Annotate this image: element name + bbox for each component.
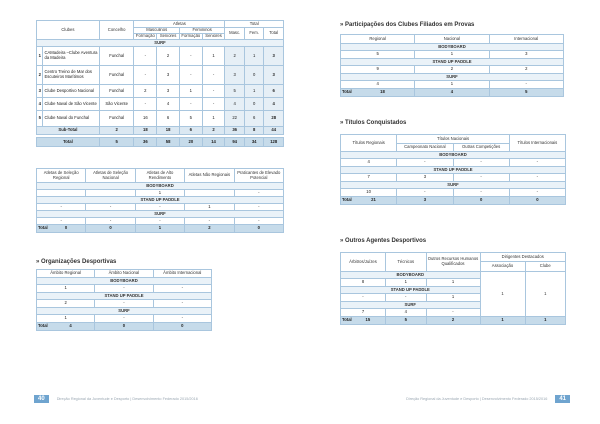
header-dirigentes: Dirigentes Destacados xyxy=(480,253,566,262)
concelho: Funchal xyxy=(99,111,134,127)
header-ambito-nacional: Âmbito Nacional xyxy=(95,270,153,278)
table-row xyxy=(341,174,566,182)
total-row xyxy=(37,138,284,147)
club-name: CAMadeira –Clube Aventura da Madeira xyxy=(43,47,99,66)
cell: 6 xyxy=(264,85,284,98)
cell: 1 xyxy=(185,204,234,211)
total-label: Total xyxy=(342,197,352,203)
table-row xyxy=(341,51,564,59)
header-internacional: Internacional xyxy=(489,35,564,44)
cell: - xyxy=(86,204,135,211)
total-row xyxy=(37,323,212,331)
cell: 3 xyxy=(264,47,284,66)
table-row xyxy=(37,315,212,323)
cell: - xyxy=(453,189,509,197)
cell: 4 xyxy=(386,309,427,317)
header-associacao: Associação xyxy=(480,262,525,272)
section-surf: SURF xyxy=(37,308,212,315)
cell: 3 xyxy=(397,197,453,205)
cell: - xyxy=(134,66,157,85)
cell: - xyxy=(153,315,211,323)
cell: 3 xyxy=(157,66,180,85)
titles-section-title: » Títulos Conquistados xyxy=(340,120,407,126)
cell: - xyxy=(37,218,86,225)
cell: 2 xyxy=(489,66,564,74)
cell: 5 xyxy=(225,85,244,98)
cell: 6 xyxy=(179,127,202,135)
cell: 4 xyxy=(415,89,489,97)
cell: - xyxy=(489,81,564,89)
header-masculinos: Masculinos xyxy=(134,28,179,34)
cell: - xyxy=(453,174,509,182)
cell: - xyxy=(135,218,184,225)
row-number: 3 xyxy=(37,85,43,98)
dirigentes-associacao: 1 xyxy=(480,272,525,317)
cell xyxy=(341,89,415,97)
cell: 0 xyxy=(86,225,135,233)
cell: 7 xyxy=(341,174,397,182)
header-titulos-nacionais: Títulos Nacionais xyxy=(397,135,510,144)
total-row xyxy=(37,225,284,233)
concelho: Funchal xyxy=(99,47,134,66)
header-elevado-potencial: Praticantes de Elevado Potencial xyxy=(234,169,283,183)
total-label: Total xyxy=(38,323,48,329)
cell: 4 xyxy=(225,98,244,111)
cell: 2 xyxy=(37,300,95,308)
cell: 0 xyxy=(509,197,565,205)
cell: 5 xyxy=(99,138,134,147)
cell: - xyxy=(234,218,283,225)
cell: - xyxy=(153,300,211,308)
cell: 4 xyxy=(341,81,415,89)
section-bodyboard: BODYBOARD xyxy=(341,272,481,279)
cell: 0 xyxy=(153,323,211,331)
cell: 0 xyxy=(234,225,283,233)
table-row xyxy=(341,66,564,74)
cell xyxy=(341,317,386,325)
cell: 0 xyxy=(244,66,263,85)
cell: - xyxy=(86,218,135,225)
cell: 4 xyxy=(341,159,397,167)
cell: - xyxy=(179,47,202,66)
cell: 1 xyxy=(244,47,263,66)
total-row xyxy=(341,317,566,325)
cell: 4 xyxy=(69,323,72,329)
header-campeonato-nacional: Campeonato Nacional xyxy=(397,144,453,152)
cell xyxy=(37,225,86,233)
cell: - xyxy=(185,218,234,225)
header-outros-recursos: Outros Recursos Humanos Qualificados xyxy=(426,253,480,272)
cell: 2 xyxy=(185,225,234,233)
cell: - xyxy=(341,294,386,302)
cell xyxy=(341,197,397,205)
concelho: Funchal xyxy=(99,66,134,85)
header-arbitros: Árbitros/Juízes xyxy=(341,253,386,272)
footer-text: Direção Regional da Juventude e Desporto | Desenvolvimento Federado 2015/2016 xyxy=(56,397,198,401)
cell: - xyxy=(234,204,283,211)
cell: 28 xyxy=(264,111,284,127)
cell: 15 xyxy=(365,317,371,323)
header-concelho: Concelho xyxy=(99,21,134,40)
header-seniores-f: Seniores xyxy=(202,34,225,40)
cell: 5 xyxy=(341,51,415,59)
cell: - xyxy=(135,204,184,211)
cell: 10 xyxy=(341,189,397,197)
cell: - xyxy=(179,66,202,85)
cell: 94 xyxy=(225,138,244,147)
cell: - xyxy=(153,285,211,293)
cell: - xyxy=(397,159,453,167)
total-label: Total xyxy=(342,317,352,323)
cell xyxy=(37,190,86,197)
table-row xyxy=(37,300,212,308)
cell: 0 xyxy=(453,197,509,205)
total-label: Total xyxy=(38,225,48,231)
organizations-table xyxy=(36,269,212,331)
section-bodyboard: BODYBOARD xyxy=(341,152,566,159)
cell: 9 xyxy=(341,66,415,74)
cell: 36 xyxy=(225,127,244,135)
cell: - xyxy=(134,98,157,111)
cell: 1 xyxy=(480,317,525,325)
cell: - xyxy=(179,98,202,111)
cell: - xyxy=(509,174,565,182)
header-ambito-regional: Âmbito Regional xyxy=(37,270,95,278)
header-nao-regionais: Atletas Não Regionais xyxy=(185,169,234,183)
table-row xyxy=(37,66,284,85)
agents-table xyxy=(340,252,566,325)
cell: 6 xyxy=(244,111,263,127)
cell xyxy=(185,190,234,197)
cell: - xyxy=(202,85,225,98)
row-number: 5 xyxy=(37,111,43,127)
cell: 2 xyxy=(157,47,180,66)
total-row xyxy=(341,197,566,205)
table-row xyxy=(37,98,284,111)
cell: 128 xyxy=(264,138,284,147)
cell: 0 xyxy=(64,225,68,231)
header-alto-rendimento: Atletas de Alto Rendimento xyxy=(135,169,184,183)
cell: 14 xyxy=(202,138,225,147)
cell: 1 xyxy=(426,279,480,287)
header-tecnicos: Técnicos xyxy=(386,253,427,272)
cell: - xyxy=(202,66,225,85)
page-number: 40 xyxy=(34,395,49,403)
header-clube: Clube xyxy=(525,262,566,272)
cell: 3 xyxy=(264,66,284,85)
cell: 44 xyxy=(264,127,284,135)
club-name: Clube Naval de São Vicente xyxy=(43,98,99,111)
total-label: Total xyxy=(342,89,352,95)
cell: 5 xyxy=(386,317,427,325)
cell: 2 xyxy=(99,127,134,135)
agents-section-title: » Outros Agentes Desportivos xyxy=(340,238,427,244)
section-surf: SURF xyxy=(341,182,566,189)
section-bodyboard: BODYBOARD xyxy=(37,278,212,285)
row-number: 4 xyxy=(37,98,43,111)
cell: 2 xyxy=(415,66,489,74)
left-footer xyxy=(34,394,206,404)
cell: 20 xyxy=(179,138,202,147)
right-footer xyxy=(398,394,570,404)
header-fem: Fem. xyxy=(244,28,263,40)
row-number: 2 xyxy=(37,66,43,85)
cell: - xyxy=(234,190,283,197)
page-number: 41 xyxy=(555,395,570,403)
section-surf: SURF xyxy=(341,74,564,81)
cell: 1 xyxy=(37,315,95,323)
table-row xyxy=(37,190,284,197)
cell: - xyxy=(453,159,509,167)
table-row xyxy=(37,218,284,225)
cell: 1 xyxy=(202,111,225,127)
header-femininos: Femininos xyxy=(179,28,224,34)
header-clubes: Clubes xyxy=(37,21,100,40)
club-name: Centro Treino de Mar dos Escuteiros Marítimos xyxy=(43,66,99,85)
table-row xyxy=(37,47,284,66)
cell xyxy=(37,323,95,331)
cell: 2 xyxy=(225,47,244,66)
cell: 1 xyxy=(525,317,566,325)
cell: 0 xyxy=(244,98,263,111)
cell: 1 xyxy=(135,190,184,197)
header-atletas: Atletas xyxy=(134,21,225,28)
cell: 1 xyxy=(415,51,489,59)
header-formacao-f: Formação xyxy=(181,33,201,39)
cell xyxy=(86,190,135,197)
header-titulos-regionais: Títulos Regionais xyxy=(341,135,397,152)
total-row xyxy=(341,89,564,97)
table-row xyxy=(341,81,564,89)
section-stand-up-paddle: STAND UP PADDLE xyxy=(341,167,566,174)
cell: 36 xyxy=(134,138,157,147)
concelho: São Vicente xyxy=(99,98,134,111)
header-regional: Regional xyxy=(341,35,415,44)
header-seniores-m: Seniores xyxy=(157,34,180,40)
table-row xyxy=(37,204,284,211)
cell: 34 xyxy=(244,138,263,147)
selection-athletes-table xyxy=(36,168,284,233)
cell: 16 xyxy=(134,111,157,127)
header-ambito-internacional: Âmbito Internacional xyxy=(153,270,211,278)
cell: - xyxy=(95,300,153,308)
cell: - xyxy=(509,159,565,167)
section-stand-up-paddle: STAND UP PADDLE xyxy=(37,197,284,204)
cell: 1 xyxy=(415,81,489,89)
participations-table xyxy=(340,34,564,97)
cell: 1 xyxy=(179,85,202,98)
header-total: Total xyxy=(225,21,284,28)
subtotal-label: Sub-Total xyxy=(37,127,100,135)
cell: 7 xyxy=(341,309,386,317)
cell: - xyxy=(37,204,86,211)
section-surf: SURF xyxy=(37,211,284,218)
section-surf: SURF xyxy=(37,40,284,47)
cell: 2 xyxy=(202,127,225,135)
cell: 6 xyxy=(157,111,180,127)
titles-table xyxy=(340,134,566,205)
cell: 3 xyxy=(225,66,244,85)
cell: - xyxy=(202,98,225,111)
right-page xyxy=(300,0,600,424)
cell: - xyxy=(397,189,453,197)
cell: 1 xyxy=(244,85,263,98)
cell: 2 xyxy=(426,317,480,325)
cell: 18 xyxy=(380,89,385,95)
row-number: 1 xyxy=(37,47,43,66)
cell: - xyxy=(134,47,157,66)
clubs-athletes-table xyxy=(36,20,284,147)
cell: 22 xyxy=(225,111,244,127)
cell: 8 xyxy=(244,127,263,135)
club-name: Clube Naval do Funchal xyxy=(43,111,99,127)
total-label: Total xyxy=(37,138,100,147)
cell: 5 xyxy=(489,89,564,97)
org-section-title: » Organizações Desportivas xyxy=(36,259,117,265)
cell: 3 xyxy=(397,174,453,182)
participations-section-title: » Participações dos Clubes Filiados em Provas xyxy=(340,22,475,28)
header-nacional: Nacional xyxy=(415,35,489,44)
table-row xyxy=(341,159,566,167)
cell: 1 xyxy=(37,285,95,293)
table-row xyxy=(37,111,284,127)
cell: 0 xyxy=(95,323,153,331)
cell: - xyxy=(386,294,427,302)
header-titulos-internacionais: Títulos Internacionais xyxy=(509,135,565,152)
cell: - xyxy=(509,189,565,197)
section-bodyboard: BODYBOARD xyxy=(341,44,564,51)
cell: 4 xyxy=(264,98,284,111)
header-selecao-regional: Atletas de Seleção Regional xyxy=(37,169,86,183)
cell: 18 xyxy=(134,127,157,135)
cell: 1 xyxy=(386,279,427,287)
cell: 2 xyxy=(134,85,157,98)
header-formacao-m: Formação xyxy=(135,33,155,39)
cell: 1 xyxy=(202,47,225,66)
cell: 3 xyxy=(489,51,564,59)
header-outras-competicoes: Outras Competições xyxy=(453,144,509,152)
section-stand-up-paddle: STAND UP PADDLE xyxy=(341,287,481,294)
header-masc: Masc. xyxy=(225,28,244,40)
subtotal-row xyxy=(37,127,284,135)
cell: 21 xyxy=(371,197,376,203)
cell: 5 xyxy=(179,111,202,127)
cell: - xyxy=(426,309,480,317)
cell: 58 xyxy=(157,138,180,147)
cell: 3 xyxy=(157,85,180,98)
table-row xyxy=(37,285,212,293)
table-row xyxy=(37,85,284,98)
cell: 1 xyxy=(426,294,480,302)
cell: - xyxy=(95,285,153,293)
club-name: Clube Desportivo Nacional xyxy=(43,85,99,98)
section-stand-up-paddle: STAND UP PADDLE xyxy=(341,59,564,66)
cell: 4 xyxy=(157,98,180,111)
dirigentes-clube: 1 xyxy=(525,272,566,317)
cell: 8 xyxy=(341,279,386,287)
cell: - xyxy=(95,315,153,323)
header-selecao-nacional: Atletas de Seleção Nacional xyxy=(86,169,135,183)
section-bodyboard: BODYBOARD xyxy=(37,183,284,190)
cell: 18 xyxy=(157,127,180,135)
header-tot: Total xyxy=(264,28,284,40)
section-stand-up-paddle: STAND UP PADDLE xyxy=(37,293,212,300)
table-row xyxy=(341,189,566,197)
cell: 1 xyxy=(135,225,184,233)
section-surf: SURF xyxy=(341,302,481,309)
concelho: Funchal xyxy=(99,85,134,98)
footer-text: Direção Regional da Juventude e Desporto | Desenvolvimento Federado 2015/2016 xyxy=(406,397,548,401)
